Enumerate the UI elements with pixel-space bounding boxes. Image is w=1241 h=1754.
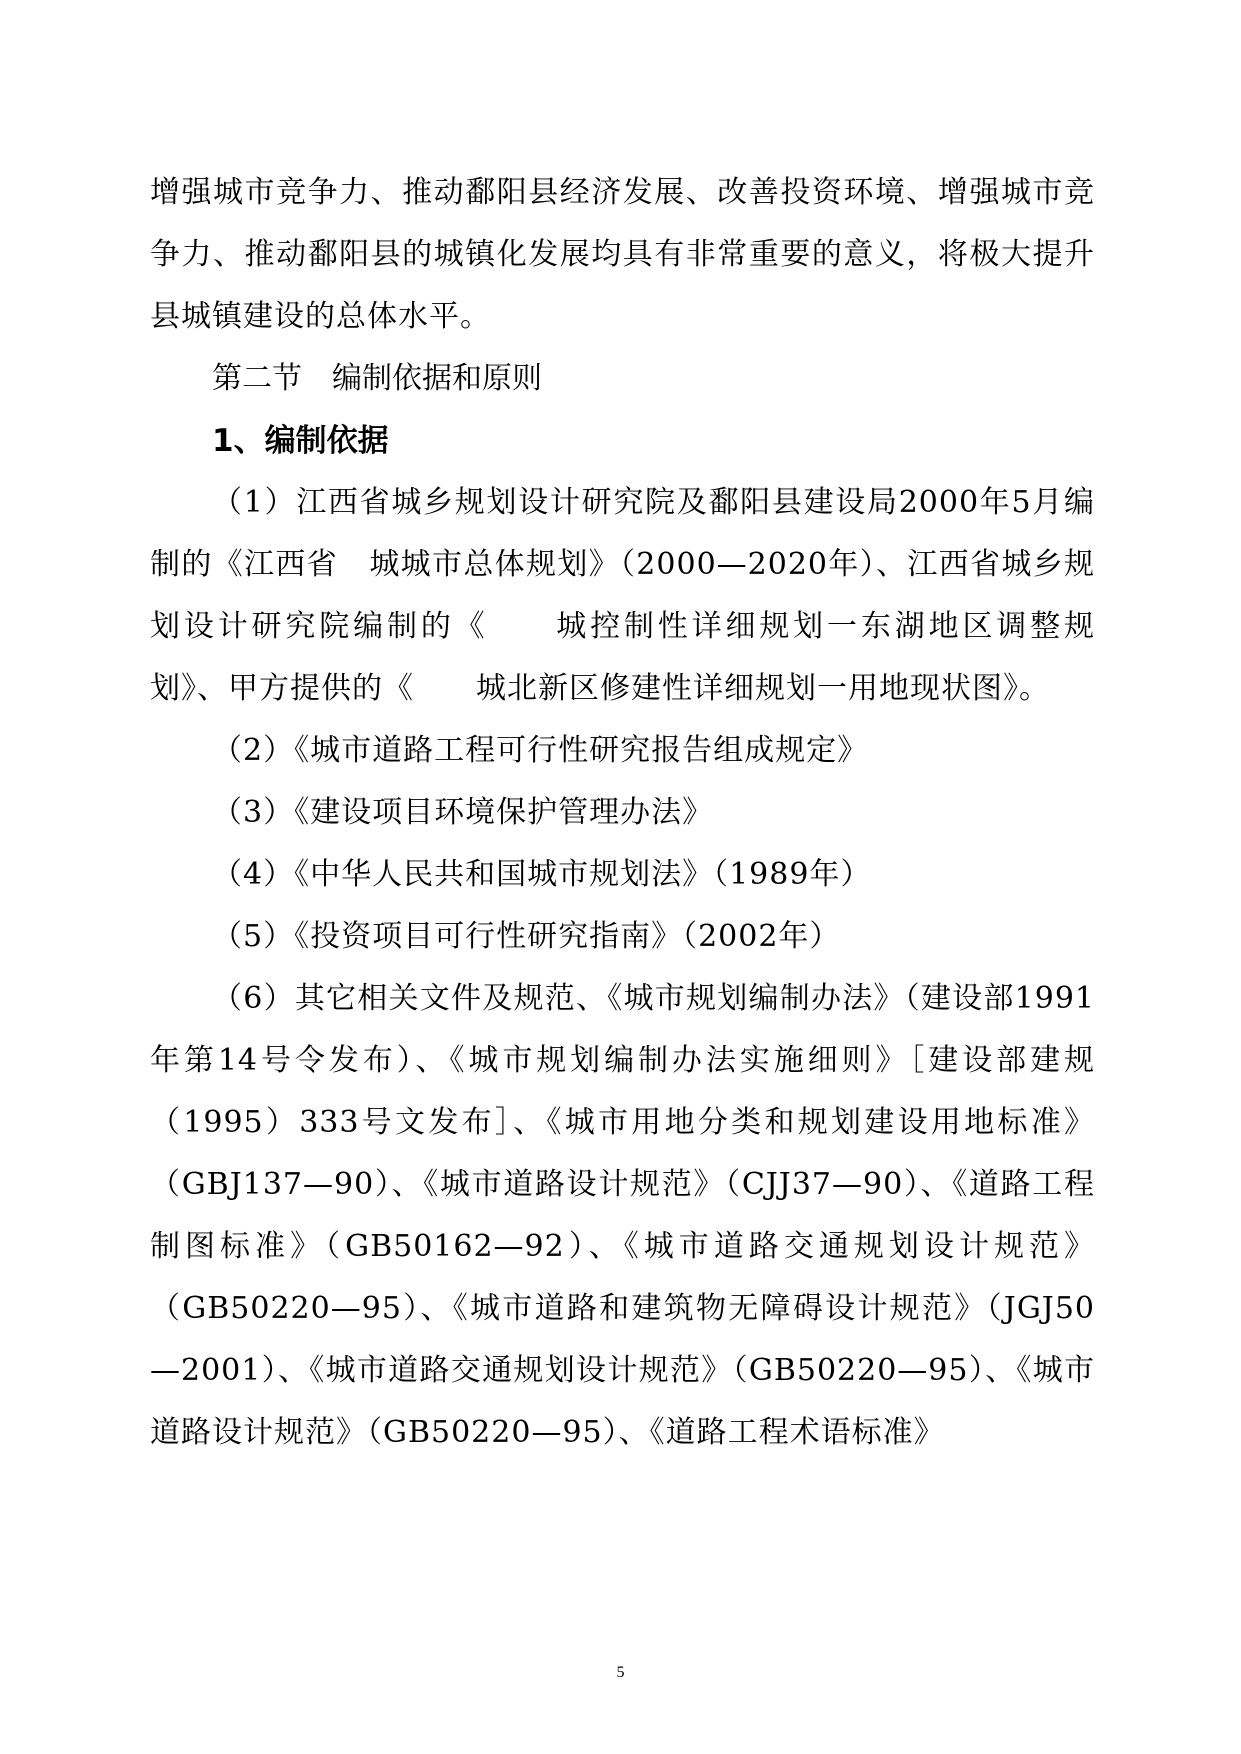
document-body: [150, 162, 1157, 1464]
page-number: 5: [616, 1664, 625, 1681]
list-item-6: （6）其它相关文件及规范、《城市规划编制办法》（建设部1991年第14号令发布）、《城市规划编制办法实施细则》［建设部建规（1995）333号文发布］、《城市用地分类和规划建设用地标准》（GBJ137—90）、《城市道路设计规范》（CJJ37—90）、《道路工程制图标准》（GB50162—92）、《城市道路交通规划设计规范》（GB50220—95）、《城市道路和建筑物无障碍设计规范》（JGJ50—2001）、《城市道路交通规划设计规范》（GB50220—95）、《城市道路设计规范》（GB50220—95）、《道路工程术语标准》: [150, 981, 1095, 1450]
subheading-basis: 1、编制依据: [212, 423, 389, 459]
list-item-5: （5）《投资项目可行性研究指南》（2002年）: [212, 919, 841, 954]
list-item-3: （3）《建设项目环境保护管理办法》: [212, 795, 714, 830]
paragraph-intro: 增强城市竞争力、推动鄱阳县经济发展、改善投资环境、增强城市竞争力、推动鄱阳县的城镇化发展均具有非常重要的意义，将极大提升 县城镇建设的总体水平。: [150, 175, 1157, 334]
section-heading: 第二节 编制依据和原则: [212, 361, 542, 396]
list-item-4: （4）《中华人民共和国城市规划法》（1989年）: [212, 857, 872, 892]
list-item-2: （2）《城市道路工程可行性研究报告组成规定》: [212, 733, 869, 768]
list-item-1: （1）江西省城乡规划设计研究院及鄱阳县建设局2000年5月编制的《江西省 城城市总体规划》（2000—2020年）、江西省城乡规划设计研究院编制的《 城控制性详细规划一东湖地区调整规划》、甲方提供的《 城北新区修建性详细规划一用地现状图》。: [150, 485, 1095, 706]
